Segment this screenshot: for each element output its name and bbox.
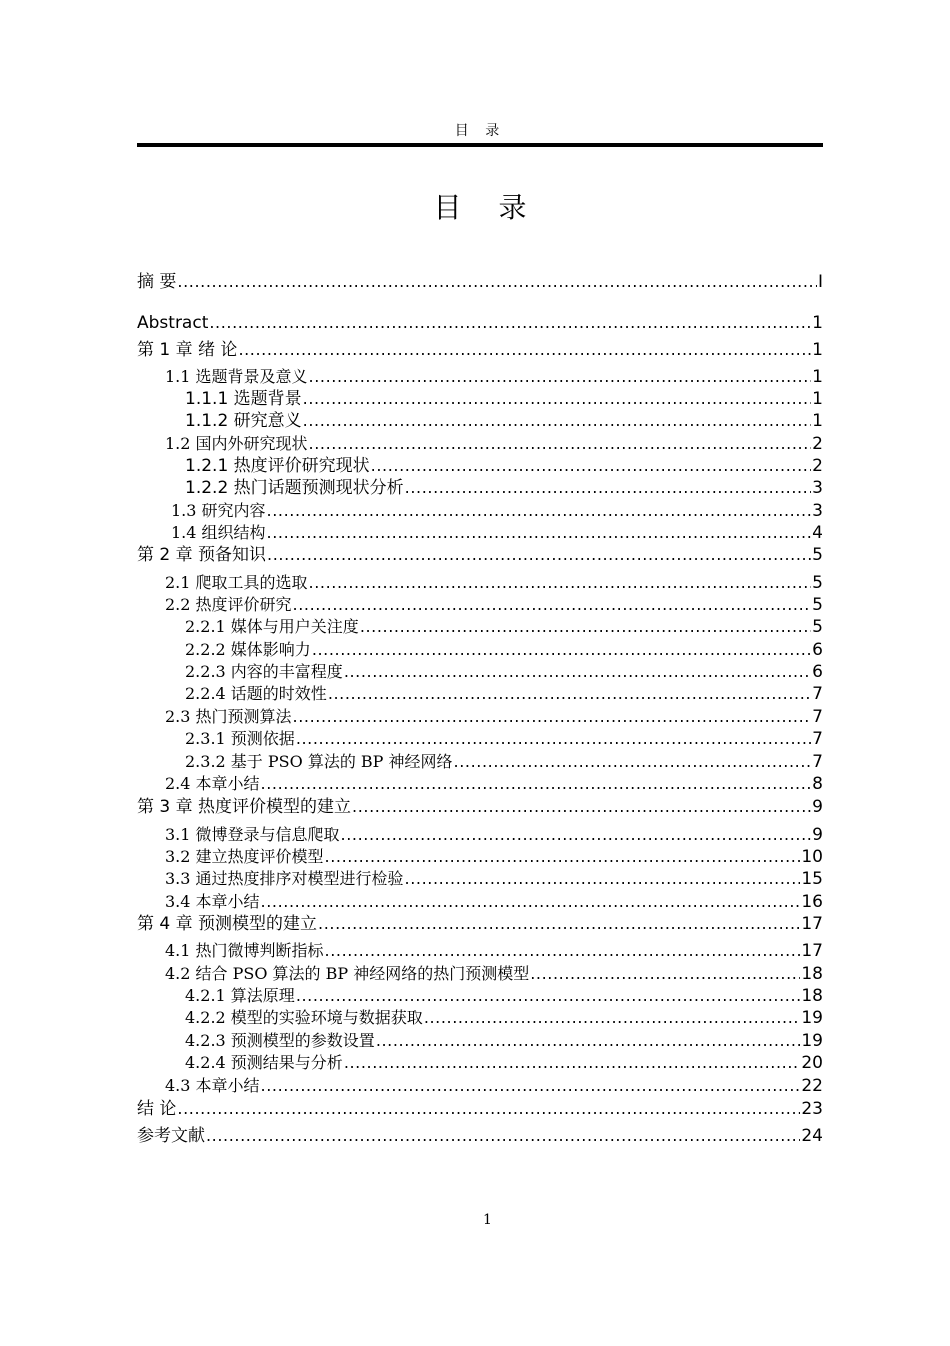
toc-entry-page: 5 bbox=[812, 595, 823, 615]
toc-leader bbox=[206, 1126, 800, 1146]
toc-entry-label: 1.2.1 热度评价研究现状 bbox=[185, 456, 370, 476]
toc-leader bbox=[312, 640, 811, 660]
toc-entry-page: 23 bbox=[801, 1099, 823, 1119]
toc-entry-page: 6 bbox=[812, 640, 823, 660]
toc-leader bbox=[325, 941, 801, 961]
toc-entry[interactable] bbox=[165, 1076, 823, 1098]
toc-entry-page: 18 bbox=[801, 986, 823, 1006]
toc-entry-page: 2 bbox=[812, 456, 823, 476]
toc-entry[interactable] bbox=[185, 662, 823, 684]
toc-entry-label: 2.2.4 话题的时效性 bbox=[185, 684, 327, 703]
toc-entry-page: 22 bbox=[801, 1076, 823, 1096]
toc-leader bbox=[344, 662, 811, 682]
toc-leader bbox=[530, 964, 800, 984]
toc-entry-page: 2 bbox=[812, 434, 823, 454]
toc-entry[interactable] bbox=[137, 797, 823, 819]
toc-entry[interactable] bbox=[185, 729, 823, 751]
toc-entry-label: 1.1.2 研究意义 bbox=[185, 411, 302, 431]
toc-entry[interactable] bbox=[165, 941, 823, 963]
toc-entry-label: 1.3 研究内容 bbox=[171, 501, 266, 520]
toc-entry[interactable] bbox=[185, 684, 823, 706]
toc-entry-label: 2.3.1 预测依据 bbox=[185, 729, 295, 748]
toc-entry-label: 4.2.3 预测模型的参数设置 bbox=[185, 1031, 375, 1050]
toc-entry[interactable] bbox=[185, 1053, 823, 1075]
toc-leader bbox=[177, 272, 817, 292]
toc-entry[interactable] bbox=[137, 272, 823, 294]
toc-entry-page: 17 bbox=[801, 914, 823, 934]
toc-entry-page: 4 bbox=[812, 523, 823, 543]
toc-entry[interactable] bbox=[137, 340, 823, 362]
toc-entry-page: 10 bbox=[801, 847, 823, 867]
toc-entry-page: 9 bbox=[812, 797, 823, 817]
toc-leader bbox=[267, 501, 812, 521]
toc-entry-label: 参考文献 bbox=[137, 1126, 205, 1146]
toc-entry-label: 2.3 热门预测算法 bbox=[165, 707, 292, 726]
toc-entry[interactable] bbox=[185, 986, 823, 1008]
toc-entry-label: 2.2.2 媒体影响力 bbox=[185, 640, 311, 659]
toc-entry-label: 2.2.1 媒体与用户关注度 bbox=[185, 617, 359, 636]
toc-leader bbox=[267, 523, 812, 543]
toc-entry-label: 第 4 章 预测模型的建立 bbox=[137, 914, 318, 934]
toc-entry[interactable] bbox=[165, 825, 823, 847]
toc-entry-label: Abstract bbox=[137, 313, 209, 333]
toc-entry[interactable] bbox=[137, 545, 823, 567]
toc-entry-label: 1.2.2 热门话题预测现状分析 bbox=[185, 478, 404, 498]
toc-entry-page: 1 bbox=[812, 411, 823, 431]
toc-leader bbox=[360, 617, 811, 637]
toc-entry[interactable] bbox=[185, 617, 823, 639]
toc-entry-page: 15 bbox=[801, 869, 823, 889]
toc-leader bbox=[303, 389, 812, 409]
page-title: 目 录 bbox=[433, 191, 541, 224]
toc-entry-page: 19 bbox=[801, 1031, 823, 1051]
toc-entry-label: 4.2.1 算法原理 bbox=[185, 986, 295, 1005]
toc-entry-label: 第 2 章 预备知识 bbox=[137, 545, 267, 565]
toc-entry-page: 20 bbox=[801, 1053, 823, 1073]
toc-leader bbox=[296, 986, 801, 1006]
toc-entry[interactable] bbox=[165, 869, 823, 891]
toc-leader bbox=[209, 313, 811, 333]
toc-entry-page: 7 bbox=[812, 707, 823, 727]
toc-leader bbox=[318, 914, 800, 934]
toc-entry-page: 1 bbox=[812, 367, 823, 387]
toc-entry-label: 2.1 爬取工具的选取 bbox=[165, 573, 308, 592]
toc-entry[interactable] bbox=[165, 774, 823, 796]
toc-entry-page: 3 bbox=[812, 501, 823, 521]
toc-entry[interactable] bbox=[165, 367, 823, 389]
toc-entry-page: 7 bbox=[812, 684, 823, 704]
toc-leader bbox=[376, 1031, 801, 1051]
toc-entry[interactable] bbox=[185, 411, 823, 433]
toc-entry[interactable] bbox=[185, 752, 823, 774]
toc-entry-page: 1 bbox=[812, 313, 823, 333]
toc-leader bbox=[267, 545, 811, 565]
toc-entry[interactable] bbox=[185, 456, 823, 478]
toc-entry-label: 4.3 本章小结 bbox=[165, 1076, 260, 1095]
toc-entry-page: I bbox=[817, 272, 823, 292]
toc-entry-label: 4.2.2 模型的实验环境与数据获取 bbox=[185, 1008, 423, 1027]
toc-entry-label: 第 3 章 热度评价模型的建立 bbox=[137, 797, 352, 817]
toc-leader bbox=[261, 1076, 801, 1096]
toc-entry-label: 2.4 本章小结 bbox=[165, 774, 260, 793]
toc-leader bbox=[341, 825, 812, 845]
toc-entry-page: 19 bbox=[801, 1008, 823, 1028]
toc-entry-page: 7 bbox=[812, 729, 823, 749]
toc-leader bbox=[325, 847, 801, 867]
toc-entry[interactable] bbox=[137, 313, 823, 335]
toc-entry[interactable] bbox=[137, 914, 823, 936]
toc-entry-label: 1.2 国内外研究现状 bbox=[165, 434, 308, 453]
toc-entry-label: 1.1.1 选题背景 bbox=[185, 389, 302, 409]
toc-entry-label: 2.2 热度评价研究 bbox=[165, 595, 292, 614]
toc-leader bbox=[424, 1008, 801, 1028]
running-header: 目 录 bbox=[454, 123, 506, 139]
toc-entry[interactable] bbox=[165, 964, 823, 986]
toc-entry[interactable] bbox=[165, 892, 823, 914]
toc-leader bbox=[177, 1099, 800, 1119]
toc-entry-label: 3.4 本章小结 bbox=[165, 892, 260, 911]
toc-entry[interactable] bbox=[137, 1126, 823, 1148]
toc-entry-page: 9 bbox=[812, 825, 823, 845]
toc-entry-page: 24 bbox=[801, 1126, 823, 1146]
toc-entry-page: 16 bbox=[801, 892, 823, 912]
toc-entry-label: 摘 要 bbox=[137, 272, 177, 292]
toc-leader bbox=[293, 595, 812, 615]
toc-entry-page: 1 bbox=[812, 389, 823, 409]
toc-entry-label: 2.2.3 内容的丰富程度 bbox=[185, 662, 343, 681]
toc-entry-page: 8 bbox=[812, 774, 823, 794]
toc-leader bbox=[238, 340, 811, 360]
toc-leader bbox=[309, 434, 812, 454]
toc-entry[interactable] bbox=[137, 1099, 823, 1121]
toc-entry[interactable] bbox=[171, 501, 823, 523]
toc-entry-label: 4.2 结合 PSO 算法的 BP 神经网络的热门预测模型 bbox=[165, 964, 530, 983]
toc-entry-page: 5 bbox=[812, 573, 823, 593]
toc-leader bbox=[405, 869, 801, 889]
toc-entry[interactable] bbox=[165, 573, 823, 595]
toc-entry-page: 5 bbox=[812, 617, 823, 637]
toc-leader bbox=[296, 729, 811, 749]
toc-leader bbox=[261, 774, 812, 794]
toc-leader bbox=[261, 892, 801, 912]
toc-entry-label: 1.4 组织结构 bbox=[171, 523, 266, 542]
toc-entry[interactable] bbox=[165, 707, 823, 729]
toc-leader bbox=[454, 752, 812, 772]
toc-entry[interactable] bbox=[185, 1008, 823, 1030]
toc-leader bbox=[371, 456, 812, 476]
toc-leader bbox=[352, 797, 811, 817]
toc-leader bbox=[293, 707, 812, 727]
toc-entry-label: 1.1 选题背景及意义 bbox=[165, 367, 308, 386]
toc-leader bbox=[328, 684, 811, 704]
toc-leader bbox=[303, 411, 812, 431]
toc-entry-page: 5 bbox=[812, 545, 823, 565]
toc-leader bbox=[344, 1053, 801, 1073]
toc-entry-page: 17 bbox=[801, 941, 823, 961]
toc-leader bbox=[309, 573, 812, 593]
toc-entry-label: 4.1 热门微博判断指标 bbox=[165, 941, 324, 960]
toc-entry[interactable] bbox=[185, 389, 823, 411]
toc-entry-label: 第 1 章 绪 论 bbox=[137, 340, 238, 360]
toc-entry[interactable] bbox=[165, 595, 823, 617]
toc-entry-label: 3.1 微博登录与信息爬取 bbox=[165, 825, 340, 844]
toc-entry-label: 3.2 建立热度评价模型 bbox=[165, 847, 324, 866]
toc-entry[interactable] bbox=[171, 523, 823, 545]
toc-entry-label: 3.3 通过热度排序对模型进行检验 bbox=[165, 869, 404, 888]
toc-entry[interactable] bbox=[165, 847, 823, 869]
toc-entry-page: 1 bbox=[812, 340, 823, 360]
toc-entry-page: 6 bbox=[812, 662, 823, 682]
toc-leader bbox=[405, 478, 812, 498]
toc-entry-page: 7 bbox=[812, 752, 823, 772]
toc-entry[interactable] bbox=[165, 434, 823, 456]
toc-entry-label: 2.3.2 基于 PSO 算法的 BP 神经网络 bbox=[185, 752, 453, 771]
header-rule bbox=[137, 143, 823, 147]
toc-leader bbox=[309, 367, 812, 387]
toc-entry[interactable] bbox=[185, 640, 823, 662]
toc-entry-page: 18 bbox=[801, 964, 823, 984]
toc-entry-label: 结 论 bbox=[137, 1099, 177, 1119]
toc-entry[interactable] bbox=[185, 478, 823, 500]
toc-entry-page: 3 bbox=[812, 478, 823, 498]
page-number: 1 bbox=[483, 1212, 492, 1228]
toc-entry-label: 4.2.4 预测结果与分析 bbox=[185, 1053, 343, 1072]
toc-entry[interactable] bbox=[185, 1031, 823, 1053]
